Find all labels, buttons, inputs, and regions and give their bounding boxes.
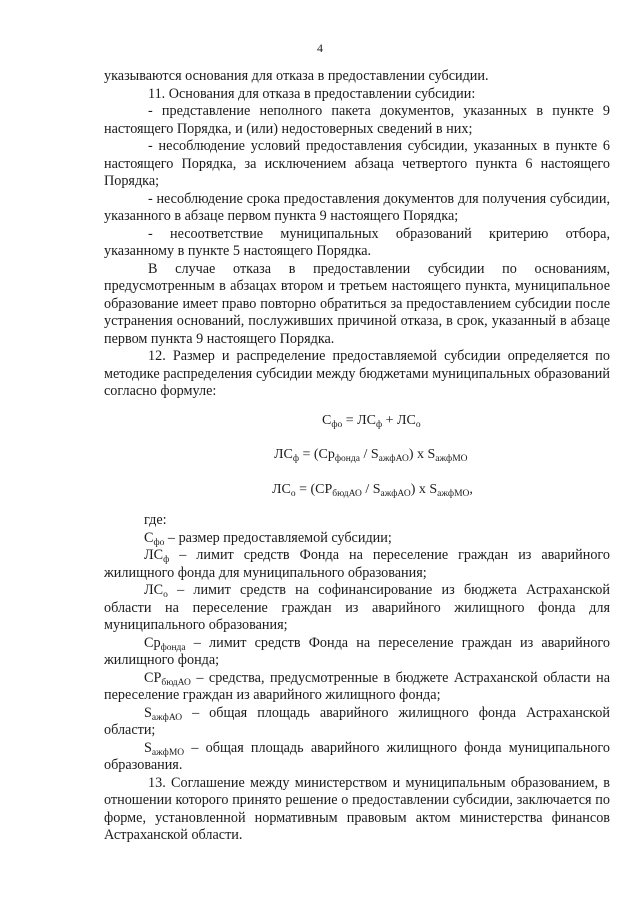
paragraph-item-11: 11. Основания для отказа в предоставлении субсидии: — [148, 85, 476, 102]
definition-s-azhfmo: $S_{ажфМО}$ – общая площадь аварийного жилищного фонда муниципального образования. — [104, 739, 610, 773]
paragraph-item-13: 13. Соглашение между министерством и муниципальным образованием, в отношении которого принято решение о предоставлении субсидии, заключается по форме, установленной нормативным правовым актом министерства финансов Астраханской области. — [104, 774, 610, 843]
paragraph-ground-4: - несоответствие муниципальных образований критерию отбора, указанному в пункте 5 настоящего Порядка. — [104, 225, 610, 259]
paragraph-ground-3: - несоблюдение срока предоставления документов для получения субсидии, указанного в абзаце первом пункта 9 настоящего Порядка; — [104, 190, 610, 224]
formula-1: $С_{фо} = ЛС_ф + ЛС_о$ — [322, 413, 421, 430]
paragraph-item-12: 12. Размер и распределение предоставляемой субсидии определяется по методике распределения субсидии между бюджетами муниципальных образований согласно формуле: — [104, 348, 610, 399]
formula-2: $ЛС_ф = (Ср_{фонда} / S_{ажфАО})$ x $S_{ажфМО}$ — [274, 447, 468, 464]
definition-sr-budao: $СР_{бюдАО}$ – средства, предусмотренные в бюджете Астраханской области на переселение граждан из аварийного жилищного фонда; — [104, 669, 610, 703]
definition-ls-f: $ЛС_ф$ – лимит средств Фонда на переселение граждан из аварийного жилищного фонда для муниципального образования; — [104, 547, 610, 581]
paragraph-ground-2: - несоблюдение условий предоставления субсидии, указанных в пункте 6 настоящего Порядка, за исключением абзаца четвертого пункта 6 настоящего Порядка; — [104, 138, 610, 189]
definition-sr-fonda: $Ср_{фонда}$ – лимит средств Фонда на переселение граждан из аварийного жилищного фонда; — [104, 634, 610, 668]
definition-s-fo: $С_{фо}$ – размер предоставляемой субсидии; — [144, 529, 392, 548]
body-section-2 — [104, 512, 610, 845]
page-number: 4 — [317, 41, 323, 55]
where-label: где: — [144, 512, 167, 528]
definition-s-azhfao: $S_{ажфАО}$ – общая площадь аварийного жилищного фонда Астраханской области; — [104, 704, 610, 738]
paragraph-refusal-case: В случае отказа в предоставлении субсидии по основаниям, предусмотренным в абзацах втором и третьем настоящего пункта, муниципальное образование имеет право повторно обратиться за предоставлением субсидии после устранения оснований, послуживших причиной отказа, в срок, указанный в абзаце первом пункта 9 настоящего Порядка. — [104, 260, 610, 347]
paragraph-ground-1: - представление неполного пакета документов, указанных в пункте 9 настоящего Порядка, и (или) недостоверных сведений в них; — [104, 103, 610, 137]
definition-ls-o: $ЛС_о$ – лимит средств на софинансирование из бюджета Астраханской области на переселение граждан из аварийного жилищного фонда для муниципального образования; — [104, 582, 610, 633]
paragraph-continuation: указываются основания для отказа в предоставлении субсидии. — [104, 68, 489, 84]
body-section-1 — [104, 68, 610, 401]
formula-3: $ЛС_о = (СР_{бюдАО} / S_{ажфАО})$ x $S_{ажфМО}$, — [272, 482, 473, 499]
